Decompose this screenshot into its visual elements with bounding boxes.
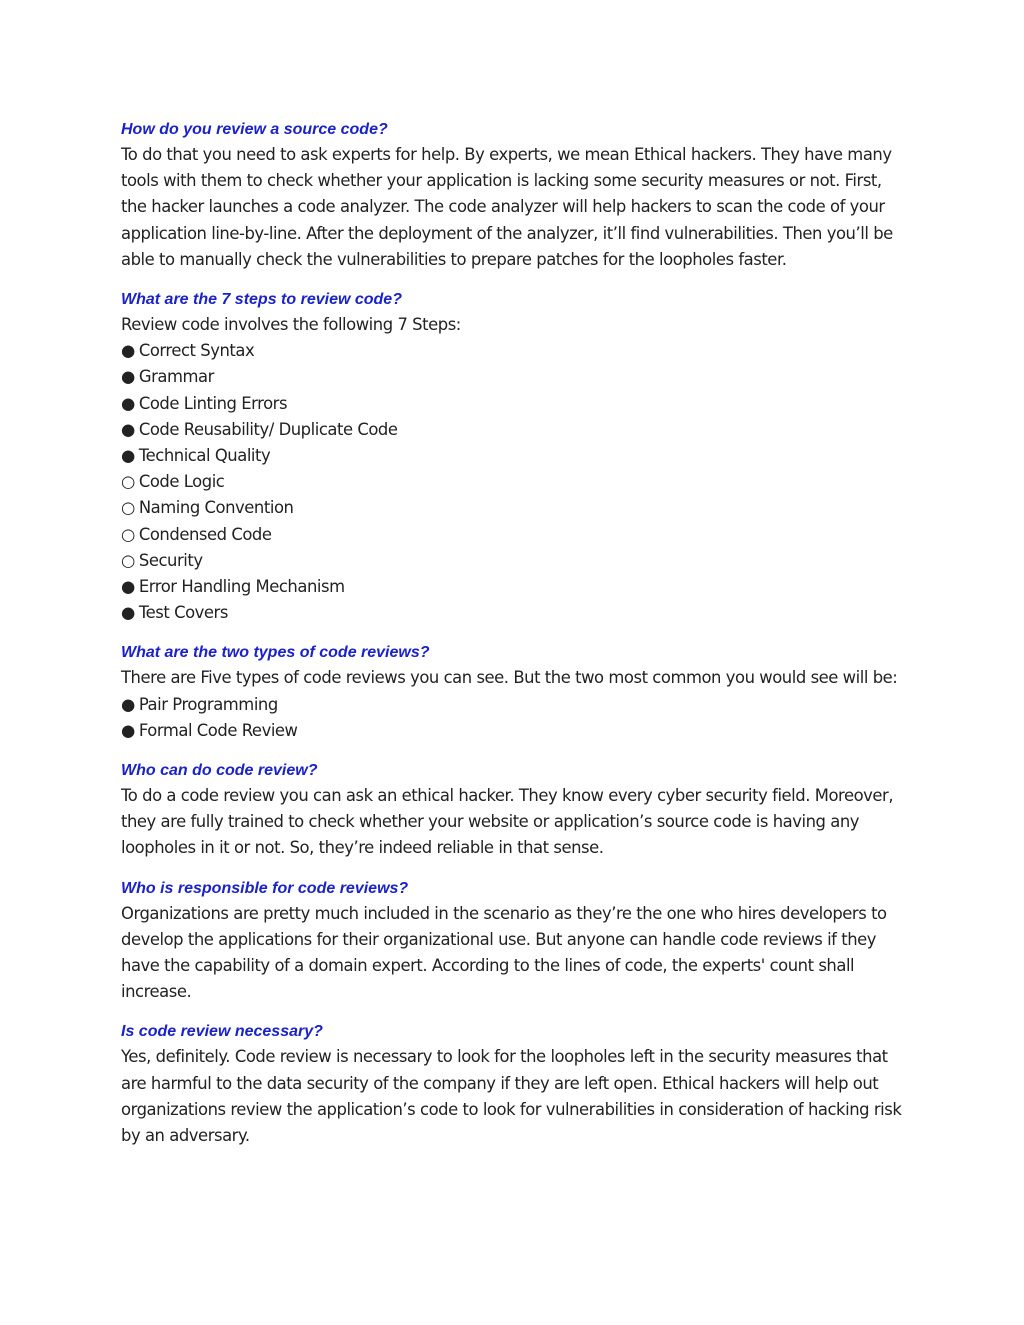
list-item-text: Error Handling Mechanism	[138, 577, 345, 597]
list-item	[121, 495, 911, 521]
list-item	[121, 364, 911, 390]
list-item-text: Code Linting Errors	[138, 393, 288, 413]
list-item-text: Correct Syntax	[138, 341, 255, 361]
question-heading: What are the two types of code reviews?	[121, 644, 430, 662]
faq-section-who-is-responsible	[121, 877, 911, 1006]
list-item-text: Technical Quality	[138, 446, 271, 466]
list-item-text: Code Logic	[138, 472, 225, 492]
answer-paragraph: To do that you need to ask experts for help. By experts, we mean Ethical hackers. They have many tools with them to check whether your application is lacking some security measures or not. First, the hacker launches a code analyzer. The code analyzer will help hackers to scan the code of your application line-by-line. After the deployment of the analyzer, it’ll find vulnerabilities. Then you’ll be able to manually check the vulnerabilities to prepare patches for the loopholes faster.	[121, 145, 893, 269]
bullet-icon: ●	[121, 694, 135, 714]
types-list	[121, 692, 911, 744]
question-heading: How do you review a source code?	[121, 121, 388, 138]
bullet-icon: ●	[121, 720, 135, 740]
list-item-text: Pair Programming	[138, 694, 278, 714]
bullet-icon: ●	[121, 446, 135, 466]
list-item-text: Condensed Code	[138, 524, 272, 544]
list-item-text: Code Reusability/ Duplicate Code	[138, 419, 398, 439]
faq-section-two-types	[121, 641, 911, 744]
hollow-bullet-icon: ○	[121, 550, 135, 570]
faq-section-who-can-review	[121, 759, 911, 862]
bullet-icon: ●	[121, 603, 135, 623]
hollow-bullet-icon: ○	[121, 524, 135, 544]
list-item	[121, 443, 911, 469]
list-item-text: Security	[138, 550, 203, 570]
faq-section-is-necessary	[121, 1020, 911, 1149]
list-item	[121, 469, 911, 495]
list-item	[121, 718, 911, 744]
list-item-text: Test Covers	[138, 603, 228, 623]
steps-list	[121, 338, 911, 626]
document-page	[121, 118, 911, 1164]
answer-paragraph: Review code involves the following 7 Steps:	[121, 315, 461, 335]
question-heading: Is code review necessary?	[121, 1023, 323, 1041]
list-item	[121, 417, 911, 443]
list-item	[121, 338, 911, 364]
list-item	[121, 391, 911, 417]
list-item	[121, 574, 911, 600]
hollow-bullet-icon: ○	[121, 472, 135, 492]
bullet-icon: ●	[121, 393, 135, 413]
bullet-icon: ●	[121, 341, 135, 361]
list-item	[121, 548, 911, 574]
list-item-text: Formal Code Review	[138, 720, 298, 740]
bullet-icon: ●	[121, 577, 135, 597]
list-item	[121, 522, 911, 548]
list-item	[121, 692, 911, 718]
faq-section-seven-steps	[121, 288, 911, 626]
bullet-icon: ●	[121, 419, 135, 439]
list-item-text: Naming Convention	[138, 498, 294, 518]
question-heading: What are the 7 steps to review code?	[121, 291, 402, 309]
list-item-text: Grammar	[138, 367, 214, 387]
faq-section-review-source-code	[121, 118, 911, 273]
question-heading: Who is responsible for code reviews?	[121, 879, 409, 897]
hollow-bullet-icon: ○	[121, 498, 135, 518]
answer-paragraph: Yes, definitely. Code review is necessary to look for the loopholes left in the security measures that are harmful to the data security of the company if they are left open. Ethical hackers will help out organizations review the application’s code to look for vulnerabilities in consideration of hacking risk by an adversary.	[121, 1047, 902, 1146]
list-item	[121, 600, 911, 626]
answer-paragraph: Organizations are pretty much included in the scenario as they’re the one who hires developers to develop the applications for their organizational use. But anyone can handle code reviews if they have the capability of a domain expert. According to the lines of code, the experts' count shall increase.	[121, 903, 887, 1002]
question-heading: Who can do code review?	[121, 762, 318, 780]
answer-paragraph: To do a code review you can ask an ethical hacker. They know every cyber security field. Moreover, they are fully trained to check whether your website or application’s source code is having any loopholes in it or not. So, they’re indeed reliable in that sense.	[121, 786, 894, 858]
bullet-icon: ●	[121, 367, 135, 387]
answer-paragraph: There are Five types of code reviews you can see. But the two most common you would see will be:	[121, 668, 898, 688]
